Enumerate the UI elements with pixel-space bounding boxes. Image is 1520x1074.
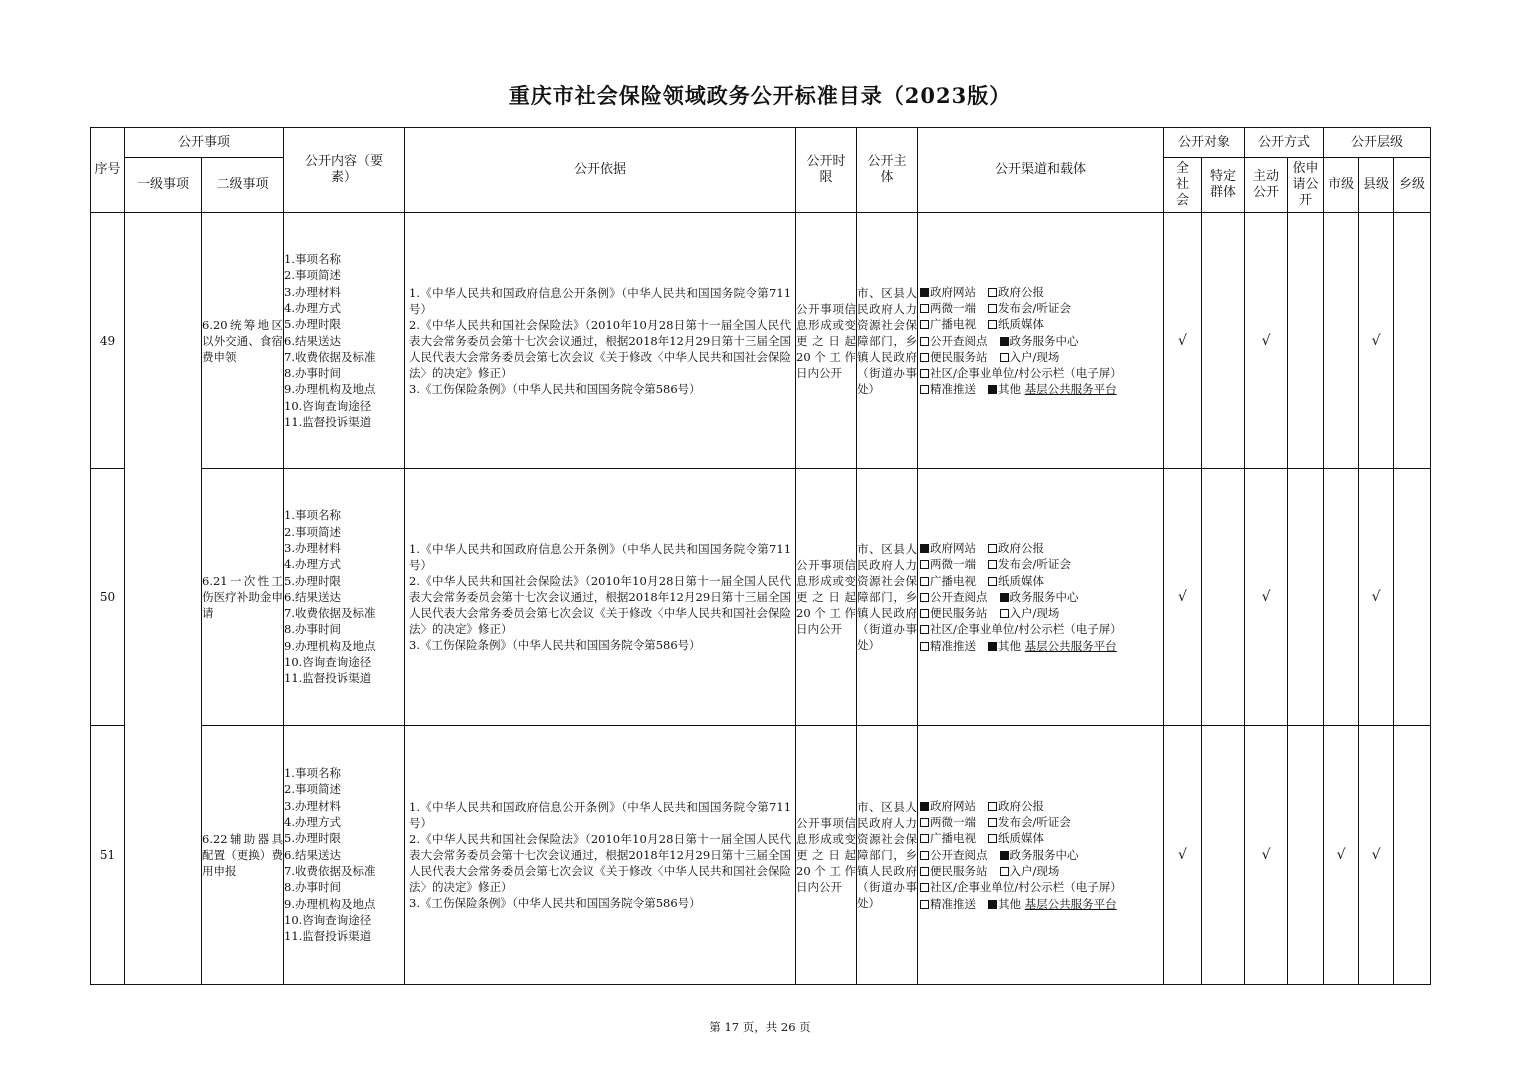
channel-label: 其他 (998, 896, 1022, 911)
channel-label: 广播电视 (930, 831, 977, 846)
channel-line (918, 879, 1163, 895)
table-row (91, 725, 1431, 984)
channel-line (918, 638, 1163, 654)
channel-label: 政府公报 (998, 798, 1045, 813)
channel-line (918, 573, 1163, 589)
header-level-group: 公开层级 (1324, 128, 1431, 158)
row-target-specific (1202, 725, 1245, 984)
header-level-county: 县级 (1359, 158, 1394, 213)
header-mode-active: 主动公开 (1245, 158, 1288, 213)
content-item: 6.结果送达 (284, 333, 341, 348)
channel-label: 社区/企事业单位/村公示栏（电子屏） (930, 366, 1122, 381)
content-item: 4.办理方式 (284, 300, 341, 315)
row-basis (405, 469, 796, 725)
content-item: 7.收费依据及标准 (284, 606, 376, 621)
unchecked-box-icon (988, 320, 997, 329)
unchecked-box-icon (920, 625, 929, 634)
content-item: 3.办理材料 (284, 540, 341, 555)
content-item: 5.办理时限 (284, 831, 341, 846)
channel-label: 纸质媒体 (998, 831, 1045, 846)
channel-label: 入户/现场 (1009, 606, 1060, 621)
row-level-town (1394, 213, 1431, 469)
row-time-limit: 公开事项信息形成或变更之日起20个工作日内公开 (796, 213, 857, 469)
basis-item: 2.《中华人民共和国社会保险法》（2010年10月28日第十一届全国人民代表大会常务委员会第十七次会议通过，根据2018年12月29日第十三届全国人民代表大会常务委员会第七次会议《关于修改〈中华人民共和国社会保险法〉的决定》修正） (409, 831, 792, 894)
row-channels (918, 725, 1164, 984)
channel-label: 其他 (998, 638, 1022, 653)
content-item: 9.办理机构及地点 (284, 382, 376, 397)
row-target-all: √ (1164, 725, 1202, 984)
row-target-all: √ (1164, 469, 1202, 725)
header-target-specific: 特定群体 (1202, 158, 1245, 213)
checked-box-icon (988, 900, 997, 909)
channel-label: 政府网站 (930, 284, 977, 299)
channel-label: 纸质媒体 (998, 573, 1045, 588)
checked-box-icon (1000, 851, 1009, 860)
content-item: 7.收费依据及标准 (284, 349, 376, 364)
channel-label: 发布会/听证会 (998, 300, 1071, 315)
basis-item: 2.《中华人民共和国社会保险法》（2010年10月28日第十一届全国人民代表大会常务委员会第十七次会议通过，根据2018年12月29日第十三届全国人民代表大会常务委员会第七次会议《关于修改〈中华人民共和国社会保险法〉的决定》修正） (409, 317, 792, 380)
unchecked-box-icon (920, 337, 929, 346)
unchecked-box-icon (988, 560, 997, 569)
unchecked-box-icon (920, 369, 929, 378)
content-item: 10.咨询查询途径 (284, 655, 372, 670)
content-item: 6.结果送达 (284, 589, 341, 604)
unchecked-box-icon (920, 320, 929, 329)
row-content (284, 725, 405, 984)
unchecked-box-icon (920, 609, 929, 618)
content-item: 9.办理机构及地点 (284, 638, 376, 653)
content-item: 7.收费依据及标准 (284, 863, 376, 878)
channel-label: 精准推送 (930, 638, 977, 653)
channel-label: 政府网站 (930, 540, 977, 555)
content-item: 1.事项名称 (284, 508, 341, 523)
header-time-limit: 公开时限 (796, 128, 857, 213)
unchecked-box-icon (988, 304, 997, 313)
unchecked-box-icon (988, 544, 997, 553)
checked-box-icon (988, 385, 997, 394)
header-level-town: 乡级 (1394, 158, 1431, 213)
unchecked-box-icon (920, 577, 929, 586)
channel-line (918, 814, 1163, 830)
unchecked-box-icon (920, 304, 929, 313)
row-content (284, 469, 405, 725)
unchecked-box-icon (1000, 609, 1009, 618)
channel-label: 公开查阅点 (930, 589, 988, 604)
channel-label: 社区/企事业单位/村公示栏（电子屏） (930, 880, 1122, 895)
row-seq: 50 (91, 469, 125, 725)
channel-label: 政府网站 (930, 798, 977, 813)
row-level-county: √ (1359, 469, 1394, 725)
unchecked-box-icon (920, 883, 929, 892)
content-item: 4.办理方式 (284, 815, 341, 830)
unchecked-box-icon (920, 385, 929, 394)
row-level-county: √ (1359, 213, 1394, 469)
basis-item: 2.《中华人民共和国社会保险法》（2010年10月28日第十一届全国人民代表大会常务委员会第十七次会议通过，根据2018年12月29日第十三届全国人民代表大会常务委员会第七次会议《关于修改〈中华人民共和国社会保险法〉的决定》修正） (409, 573, 792, 636)
unchecked-box-icon (920, 560, 929, 569)
content-item: 11.监督投诉渠道 (284, 415, 372, 429)
row-level-town (1394, 469, 1431, 725)
channel-label: 便民服务站 (930, 349, 988, 364)
channel-extra: 基层公共服务平台 (1024, 382, 1117, 397)
header-level1: 一级事项 (125, 158, 202, 213)
row-subject: 市、区县人民政府人力资源社会保障部门，乡镇人民政府（街道办事处） (857, 725, 918, 984)
basis-item: 3.《工伤保险条例》（中华人民共和国国务院令第586号） (409, 381, 701, 396)
channel-extra: 基层公共服务平台 (1024, 896, 1117, 911)
unchecked-box-icon (988, 834, 997, 843)
channel-label: 精准推送 (930, 896, 977, 911)
checked-box-icon (920, 288, 929, 297)
row-basis (405, 725, 796, 984)
checked-box-icon (1000, 593, 1009, 602)
channel-line (918, 896, 1163, 912)
row-mode-apply (1288, 213, 1324, 469)
content-item: 3.办理材料 (284, 284, 341, 299)
header-item-group: 公开事项 (125, 128, 284, 158)
channel-extra: 基层公共服务平台 (1024, 638, 1117, 653)
page-title: 重庆市社会保险领域政务公开标准目录（2023版） (508, 83, 1012, 108)
table-row (91, 469, 1431, 725)
row-mode-active: √ (1245, 469, 1288, 725)
row-mode-active: √ (1245, 725, 1288, 984)
channel-label: 政务服务中心 (1009, 847, 1079, 862)
unchecked-box-icon (920, 834, 929, 843)
channel-line (918, 316, 1163, 332)
header-mode-group: 公开方式 (1245, 128, 1324, 158)
checked-box-icon (920, 802, 929, 811)
header-channel: 公开渠道和载体 (918, 128, 1164, 213)
row-mode-apply (1288, 469, 1324, 725)
row-time-limit: 公开事项信息形成或变更之日起20个工作日内公开 (796, 469, 857, 725)
header-seq: 序号 (91, 128, 125, 213)
unchecked-box-icon (988, 818, 997, 827)
channel-label: 发布会/听证会 (998, 557, 1071, 572)
channel-label: 政府公报 (998, 540, 1045, 555)
channel-label: 政务服务中心 (1009, 589, 1079, 604)
content-item: 2.事项简述 (284, 268, 341, 283)
channel-label: 便民服务站 (930, 606, 988, 621)
channel-line (918, 284, 1163, 300)
header-target-group: 公开对象 (1164, 128, 1245, 158)
unchecked-box-icon (920, 851, 929, 860)
channel-line (918, 381, 1163, 397)
header-level-city: 市级 (1324, 158, 1359, 213)
row-level-town (1394, 725, 1431, 984)
header-basis: 公开依据 (405, 128, 796, 213)
checked-box-icon (920, 544, 929, 553)
basis-item: 3.《工伤保险条例》（中华人民共和国国务院令第586号） (409, 637, 701, 652)
content-item: 2.事项简述 (284, 524, 341, 539)
channel-line (918, 798, 1163, 814)
channel-label: 发布会/听证会 (998, 815, 1071, 830)
header-mode-apply: 依申请公开 (1288, 158, 1324, 213)
channel-line (918, 556, 1163, 572)
row-level2: 6.21一次性工伤医疗补助金申请 (202, 469, 284, 725)
row-level1 (125, 213, 202, 985)
unchecked-box-icon (920, 593, 929, 602)
content-item: 6.结果送达 (284, 847, 341, 862)
row-content (284, 213, 405, 469)
unchecked-box-icon (920, 642, 929, 651)
row-channels (918, 469, 1164, 725)
channel-label: 广播电视 (930, 573, 977, 588)
basis-item: 1.《中华人民共和国政府信息公开条例》（中华人民共和国国务院令第711号） (409, 799, 792, 830)
basis-item: 1.《中华人民共和国政府信息公开条例》（中华人民共和国国务院令第711号） (409, 541, 792, 572)
header-level2: 二级事项 (202, 158, 284, 213)
unchecked-box-icon (920, 867, 929, 876)
channel-label: 精准推送 (930, 382, 977, 397)
content-item: 1.事项名称 (284, 252, 341, 267)
header-content: 公开内容（要素） (284, 128, 405, 213)
checked-box-icon (988, 642, 997, 651)
channel-line (918, 847, 1163, 863)
row-level-city (1324, 469, 1359, 725)
content-item: 5.办理时限 (284, 317, 341, 332)
channel-label: 其他 (998, 382, 1022, 397)
channel-label: 公开查阅点 (930, 847, 988, 862)
row-target-specific (1202, 213, 1245, 469)
row-subject: 市、区县人民政府人力资源社会保障部门，乡镇人民政府（街道办事处） (857, 213, 918, 469)
content-item: 9.办理机构及地点 (284, 896, 376, 911)
channel-label: 广播电视 (930, 317, 977, 332)
channel-label: 入户/现场 (1009, 863, 1060, 878)
content-item: 8.办事时间 (284, 366, 341, 381)
checked-box-icon (1000, 337, 1009, 346)
channel-label: 两微一端 (930, 815, 977, 830)
content-item: 10.咨询查询途径 (284, 912, 372, 927)
catalog-table (90, 127, 1431, 985)
content-item: 8.办事时间 (284, 622, 341, 637)
basis-item: 3.《工伤保险条例》（中华人民共和国国务院令第586号） (409, 895, 701, 910)
table-row (91, 213, 1431, 469)
row-channels (918, 213, 1164, 469)
content-item: 10.咨询查询途径 (284, 398, 372, 413)
channel-label: 社区/企事业单位/村公示栏（电子屏） (930, 622, 1122, 637)
content-item: 2.事项简述 (284, 782, 341, 797)
row-level-city: √ (1324, 725, 1359, 984)
channel-label: 政务服务中心 (1009, 333, 1079, 348)
channel-label: 两微一端 (930, 300, 977, 315)
row-level-city (1324, 213, 1359, 469)
channel-line (918, 830, 1163, 846)
unchecked-box-icon (988, 802, 997, 811)
row-target-all: √ (1164, 213, 1202, 469)
unchecked-box-icon (920, 900, 929, 909)
row-mode-active: √ (1245, 213, 1288, 469)
row-seq: 49 (91, 213, 125, 469)
channel-label: 公开查阅点 (930, 333, 988, 348)
unchecked-box-icon (988, 577, 997, 586)
channel-line (918, 333, 1163, 349)
channel-line (918, 605, 1163, 621)
page-footer: 第 17 页，共 26 页 (709, 1020, 811, 1034)
basis-item: 1.《中华人民共和国政府信息公开条例》（中华人民共和国国务院令第711号） (409, 285, 792, 316)
channel-line (918, 621, 1163, 637)
content-item: 8.办事时间 (284, 880, 341, 895)
row-time-limit: 公开事项信息形成或变更之日起20个工作日内公开 (796, 725, 857, 984)
header-target-all: 全社会 (1164, 158, 1202, 213)
channel-line (918, 589, 1163, 605)
channel-line (918, 540, 1163, 556)
channel-label: 政府公报 (998, 284, 1045, 299)
content-item: 4.办理方式 (284, 557, 341, 572)
content-item: 5.办理时限 (284, 573, 341, 588)
channel-line (918, 863, 1163, 879)
row-level2: 6.22辅助器具配置（更换）费用申报 (202, 725, 284, 984)
unchecked-box-icon (920, 818, 929, 827)
unchecked-box-icon (920, 353, 929, 362)
unchecked-box-icon (1000, 353, 1009, 362)
channel-label: 便民服务站 (930, 863, 988, 878)
content-item: 11.监督投诉渠道 (284, 671, 372, 686)
channel-label: 入户/现场 (1009, 349, 1060, 364)
channel-line (918, 365, 1163, 381)
content-item: 11.监督投诉渠道 (284, 929, 372, 944)
row-level2: 6.20统筹地区以外交通、食宿费申领 (202, 213, 284, 469)
unchecked-box-icon (1000, 867, 1009, 876)
channel-label: 纸质媒体 (998, 317, 1045, 332)
header-subject: 公开主体 (857, 128, 918, 213)
row-subject: 市、区县人民政府人力资源社会保障部门，乡镇人民政府（街道办事处） (857, 469, 918, 725)
channel-line (918, 300, 1163, 316)
row-basis (405, 213, 796, 469)
row-mode-apply (1288, 725, 1324, 984)
row-level-county: √ (1359, 725, 1394, 984)
channel-line (918, 349, 1163, 365)
row-target-specific (1202, 469, 1245, 725)
unchecked-box-icon (988, 288, 997, 297)
row-seq: 51 (91, 725, 125, 984)
content-item: 3.办理材料 (284, 798, 341, 813)
content-item: 1.事项名称 (284, 766, 341, 781)
channel-label: 两微一端 (930, 557, 977, 572)
